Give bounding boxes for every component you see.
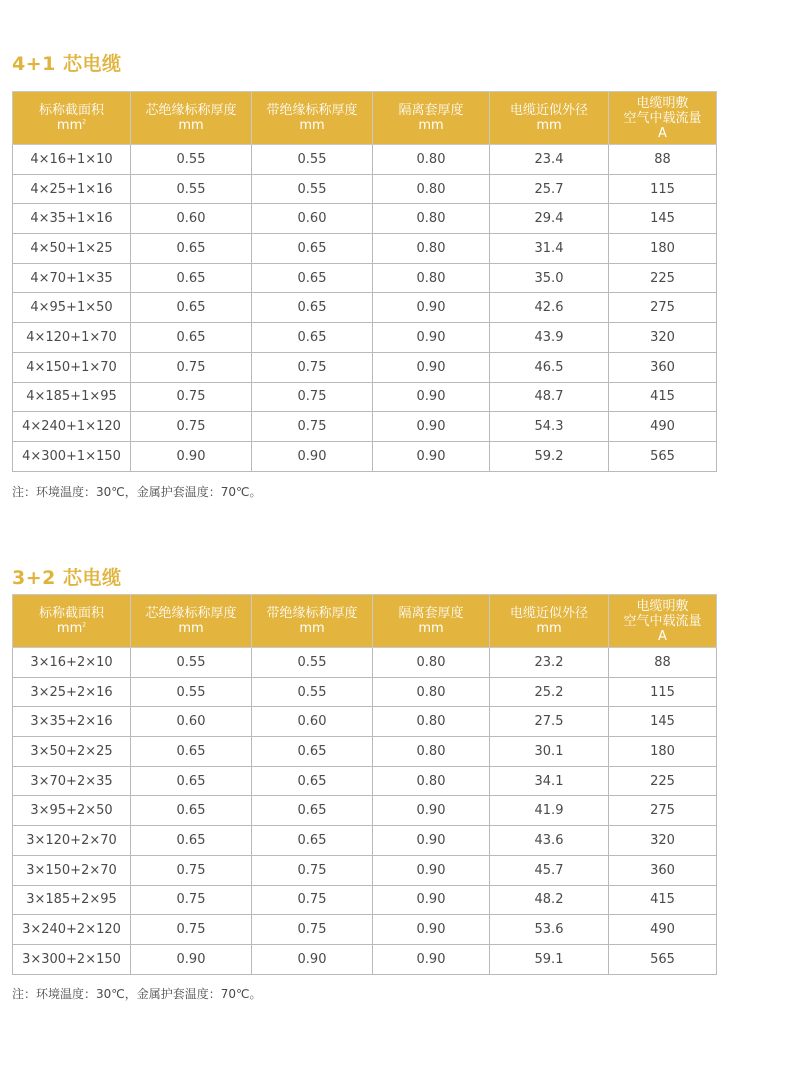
header-nominal-section: [13, 92, 131, 145]
table-cell: 0.75: [131, 885, 252, 915]
header-line-text: 标称截面积: [38, 103, 104, 118]
section-title: 4+1 芯电缆: [12, 53, 122, 75]
table-cell: 0.80: [373, 766, 490, 796]
table-cell: 0.60: [252, 707, 373, 737]
table-cell: 415: [609, 885, 717, 915]
header-line: [611, 629, 714, 644]
table-cell: 490: [609, 412, 717, 442]
table-cell: 0.80: [373, 737, 490, 767]
table-cell: 0.90: [373, 412, 490, 442]
table-cell: 0.65: [252, 323, 373, 353]
table-cell: 43.9: [490, 323, 609, 353]
header-line-text: mm: [299, 118, 325, 133]
table-cell: 275: [609, 293, 717, 323]
table-cell: 0.90: [131, 441, 252, 471]
table-row: [13, 915, 717, 945]
spec-table: [12, 594, 717, 975]
table-cell: 0.65: [252, 234, 373, 264]
table-cell: 0.80: [373, 234, 490, 264]
header-line-text: mm: [56, 118, 83, 133]
table-cell: 29.4: [490, 204, 609, 234]
header-separation-sheath-thickness: [373, 595, 490, 648]
table-cell: 0.80: [373, 263, 490, 293]
table-cell: 3×95+2×50: [13, 796, 131, 826]
table-cell: 0.75: [252, 412, 373, 442]
table-cell: 41.9: [490, 796, 609, 826]
table-cell: 3×185+2×95: [13, 885, 131, 915]
header-approx-outer-diameter: [490, 595, 609, 648]
header-line-text: mm: [178, 621, 204, 636]
table-cell: 0.60: [252, 204, 373, 234]
table-cell: 360: [609, 855, 717, 885]
section-title: 3+2 芯电缆: [12, 567, 122, 589]
table-cell: 4×240+1×120: [13, 412, 131, 442]
header-line: [133, 103, 249, 118]
unit-superscript: 2: [82, 621, 87, 629]
table-cell: 0.80: [373, 174, 490, 204]
table-row: [13, 885, 717, 915]
table-cell: 0.75: [131, 412, 252, 442]
header-line: [375, 621, 487, 636]
header-line-text: mm: [536, 118, 562, 133]
table-cell: 4×50+1×25: [13, 234, 131, 264]
table-cell: 0.90: [252, 441, 373, 471]
header-line: [254, 118, 370, 133]
header-line-text: 电缆近似外径: [509, 103, 588, 118]
table-cell: 490: [609, 915, 717, 945]
footnote: 注：环境温度：30℃，金属护套温度：70℃。: [12, 485, 262, 499]
header-line-text: mm: [418, 621, 444, 636]
header-line: [611, 126, 714, 141]
header-line-text: 隔离套厚度: [398, 606, 464, 621]
header-line-text: mm: [299, 621, 325, 636]
table-cell: 565: [609, 944, 717, 974]
table-cell: 0.75: [131, 915, 252, 945]
table-row: [13, 944, 717, 974]
header-line-text: mm: [178, 118, 204, 133]
header-line-text: 电缆近似外径: [509, 606, 588, 621]
table-cell: 4×300+1×150: [13, 441, 131, 471]
table-cell: 3×50+2×25: [13, 737, 131, 767]
footnote: 注：环境温度：30℃，金属护套温度：70℃。: [12, 987, 262, 1001]
header-line-text: A: [658, 628, 667, 644]
table-cell: 34.1: [490, 766, 609, 796]
table-cell: 43.6: [490, 826, 609, 856]
header-approx-outer-diameter: [490, 92, 609, 145]
unit-superscript: 2: [82, 118, 87, 126]
table-cell: 0.55: [252, 648, 373, 678]
header-line-text: mm: [536, 621, 562, 636]
header-line: [492, 118, 606, 133]
table-cell: 0.80: [373, 648, 490, 678]
table-cell: 4×185+1×95: [13, 382, 131, 412]
table-cell: 53.6: [490, 915, 609, 945]
header-line: [611, 614, 714, 629]
table-cell: 0.90: [373, 855, 490, 885]
table-row: [13, 263, 717, 293]
table-cell: 3×240+2×120: [13, 915, 131, 945]
table-cell: 320: [609, 323, 717, 353]
table-cell: 4×16+1×10: [13, 145, 131, 175]
table-row: [13, 174, 717, 204]
table-row: [13, 145, 717, 175]
header-line: [492, 621, 606, 636]
table-cell: 0.65: [131, 293, 252, 323]
table-row: [13, 293, 717, 323]
header-line: [375, 118, 487, 133]
table-cell: 0.60: [131, 204, 252, 234]
table-cell: 4×150+1×70: [13, 352, 131, 382]
header-line-text: 带绝缘标称厚度: [266, 606, 358, 621]
header-line: [133, 118, 249, 133]
table-cell: 4×95+1×50: [13, 293, 131, 323]
header-line-text: 空气中载流量: [623, 613, 702, 629]
header-line-text: 标称截面积: [38, 606, 104, 621]
table-cell: 0.75: [252, 915, 373, 945]
table-cell: 0.55: [252, 174, 373, 204]
table-cell: 0.65: [252, 293, 373, 323]
table-cell: 3×150+2×70: [13, 855, 131, 885]
table-cell: 0.80: [373, 204, 490, 234]
table-cell: 4×25+1×16: [13, 174, 131, 204]
table-cell: 48.2: [490, 885, 609, 915]
header-line-text: 芯绝缘标称厚度: [145, 103, 237, 118]
header-line: [254, 606, 370, 621]
table-cell: 45.7: [490, 855, 609, 885]
table-cell: 48.7: [490, 382, 609, 412]
table-cell: 0.75: [252, 382, 373, 412]
header-nominal-section: [13, 595, 131, 648]
table-cell: 0.55: [131, 677, 252, 707]
table-row: [13, 677, 717, 707]
header-line: [611, 96, 714, 111]
table-cell: 275: [609, 796, 717, 826]
table-cell: 115: [609, 174, 717, 204]
header-line: [15, 606, 128, 621]
table-cell: 360: [609, 352, 717, 382]
table-cell: 0.90: [373, 915, 490, 945]
table-cell: 0.55: [131, 648, 252, 678]
table-cell: 35.0: [490, 263, 609, 293]
table-cell: 0.65: [252, 826, 373, 856]
table-cell: 0.75: [252, 855, 373, 885]
table-row: [13, 441, 717, 471]
table-cell: 4×120+1×70: [13, 323, 131, 353]
table-cell: 0.65: [131, 323, 252, 353]
table-cell: 0.75: [252, 885, 373, 915]
table-cell: 0.55: [131, 174, 252, 204]
table-cell: 3×70+2×35: [13, 766, 131, 796]
table-cell: 3×35+2×16: [13, 707, 131, 737]
table-cell: 180: [609, 234, 717, 264]
table-cell: 3×16+2×10: [13, 648, 131, 678]
table-cell: 25.7: [490, 174, 609, 204]
table-row: [13, 412, 717, 442]
table-cell: 0.90: [373, 885, 490, 915]
header-line: [611, 111, 714, 126]
table-cell: 0.90: [373, 323, 490, 353]
header-line: [492, 103, 606, 118]
header-line-text: A: [658, 125, 667, 141]
table-cell: 0.80: [373, 707, 490, 737]
header-line-text: mm: [56, 621, 83, 636]
table-cell: 46.5: [490, 352, 609, 382]
header-line-text: 带绝缘标称厚度: [266, 103, 358, 118]
table-cell: 0.55: [131, 145, 252, 175]
table-cell: 0.75: [131, 382, 252, 412]
table-row: [13, 707, 717, 737]
header-line: [15, 621, 128, 636]
table-cell: 4×35+1×16: [13, 204, 131, 234]
table-cell: 23.4: [490, 145, 609, 175]
table-cell: 0.90: [373, 944, 490, 974]
table-cell: 0.90: [373, 796, 490, 826]
table-cell: 54.3: [490, 412, 609, 442]
header-line-text: mm: [418, 118, 444, 133]
table-cell: 0.75: [131, 855, 252, 885]
table-cell: 0.90: [131, 944, 252, 974]
table-cell: 31.4: [490, 234, 609, 264]
table-cell: 0.75: [252, 352, 373, 382]
header-line: [611, 599, 714, 614]
table-cell: 225: [609, 263, 717, 293]
header-line: [133, 621, 249, 636]
table-cell: 145: [609, 707, 717, 737]
table-cell: 0.90: [373, 293, 490, 323]
table-cell: 0.75: [131, 352, 252, 382]
table-cell: 4×70+1×35: [13, 263, 131, 293]
table-cell: 3×25+2×16: [13, 677, 131, 707]
table-cell: 0.55: [252, 145, 373, 175]
header-line-text: 电缆明敷: [636, 598, 689, 614]
header-line: [15, 118, 128, 133]
header-line: [15, 103, 128, 118]
table-cell: 0.60: [131, 707, 252, 737]
table-cell: 0.90: [373, 382, 490, 412]
table-cell: 180: [609, 737, 717, 767]
table-row: [13, 352, 717, 382]
table-cell: 30.1: [490, 737, 609, 767]
table-cell: 59.2: [490, 441, 609, 471]
table-cell: 23.2: [490, 648, 609, 678]
table-cell: 42.6: [490, 293, 609, 323]
header-line: [254, 621, 370, 636]
table-row: [13, 826, 717, 856]
header-separation-sheath-thickness: [373, 92, 490, 145]
table-cell: 0.65: [252, 737, 373, 767]
header-core-insulation-thickness: [131, 595, 252, 648]
table-cell: 0.65: [131, 234, 252, 264]
table-row: [13, 204, 717, 234]
table-cell: 0.80: [373, 677, 490, 707]
header-line: [492, 606, 606, 621]
table-cell: 0.80: [373, 145, 490, 175]
header-line: [375, 606, 487, 621]
table-cell: 145: [609, 204, 717, 234]
table-cell: 88: [609, 648, 717, 678]
table-cell: 0.90: [373, 352, 490, 382]
header-current-capacity-in-air: [609, 92, 717, 145]
table-row: [13, 737, 717, 767]
table-cell: 415: [609, 382, 717, 412]
header-line-text: 空气中载流量: [623, 110, 702, 126]
table-row: [13, 234, 717, 264]
table-cell: 0.90: [373, 826, 490, 856]
table-cell: 25.2: [490, 677, 609, 707]
header-current-capacity-in-air: [609, 595, 717, 648]
table-row: [13, 382, 717, 412]
table-cell: 3×120+2×70: [13, 826, 131, 856]
header-core-insulation-thickness: [131, 92, 252, 145]
header-belt-insulation-thickness: [252, 92, 373, 145]
table-cell: 320: [609, 826, 717, 856]
header-line: [254, 103, 370, 118]
table-cell: 0.65: [252, 766, 373, 796]
table-cell: 88: [609, 145, 717, 175]
table-cell: 0.65: [131, 263, 252, 293]
table-cell: 0.65: [131, 826, 252, 856]
table-row: [13, 648, 717, 678]
table-cell: 0.65: [252, 263, 373, 293]
table-cell: 115: [609, 677, 717, 707]
table-header-row: [13, 92, 717, 145]
table-header-row: [13, 595, 717, 648]
header-line-text: 电缆明敷: [636, 95, 689, 111]
spec-table: [12, 91, 717, 472]
table-cell: 3×300+2×150: [13, 944, 131, 974]
header-line: [375, 103, 487, 118]
table-cell: 0.65: [131, 796, 252, 826]
table-cell: 0.65: [252, 796, 373, 826]
header-line-text: 芯绝缘标称厚度: [145, 606, 237, 621]
header-belt-insulation-thickness: [252, 595, 373, 648]
table-cell: 0.65: [131, 737, 252, 767]
table-row: [13, 855, 717, 885]
table-cell: 27.5: [490, 707, 609, 737]
table-cell: 0.90: [373, 441, 490, 471]
table-cell: 0.90: [252, 944, 373, 974]
table-cell: 225: [609, 766, 717, 796]
table-cell: 59.1: [490, 944, 609, 974]
table-cell: 0.55: [252, 677, 373, 707]
table-cell: 565: [609, 441, 717, 471]
table-row: [13, 323, 717, 353]
table-row: [13, 766, 717, 796]
table-cell: 0.65: [131, 766, 252, 796]
header-line-text: 隔离套厚度: [398, 103, 464, 118]
table-row: [13, 796, 717, 826]
header-line: [133, 606, 249, 621]
